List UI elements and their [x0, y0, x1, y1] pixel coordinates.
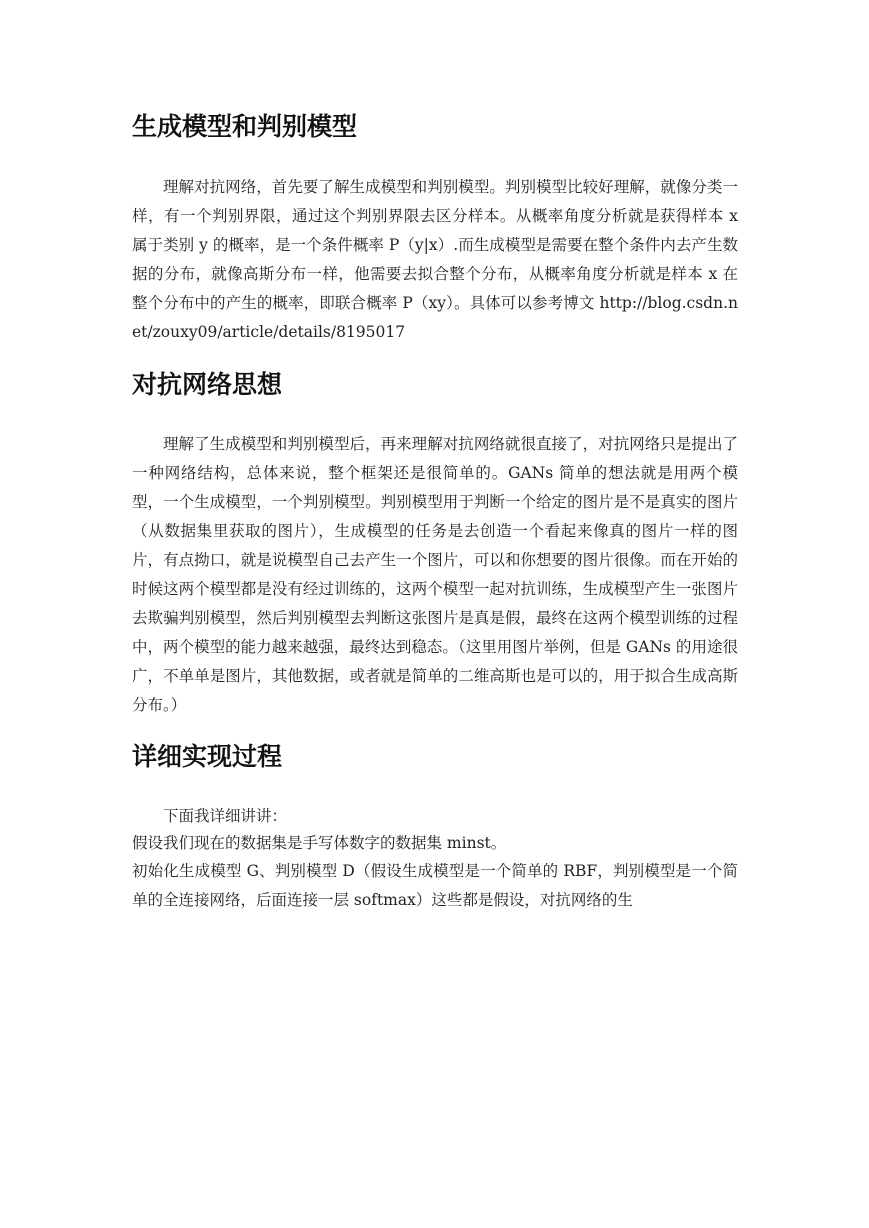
section-heading-generative-discriminative: 生成模型和判别模型 — [132, 112, 358, 141]
section-paragraph-adversarial-idea: 理解了生成模型和判别模型后，再来理解对抗网络就很直接了，对抗网络只是提出了一种网络结构，总体来说，整个框架还是很简单的。GANs 简单的想法就是用两个模型，一个生成模型，一个判别模型。判别模型用于判断一个给定的图片是不是真实的图片（从数据集里获取的图片），生成模型的任务是去创造一个看起来像真的图片一样的图片，有点拗口，就是说模型自己去产生一个图片，可以和你想要的图片很像。而在开始的时候这两个模型都是没有经过训练的，这两个模型一起对抗训练，生成模型产生一张图片去欺骗判别模型，然后判别模型去判断这张图片是真是假，最终在这两个模型训练的过程中，两个模型的能力越来越强，最终达到稳态。（这里用图片举例，但是 GANs 的用途很广，不单单是图片，其他数据，或者就是简单的二维高斯也是可以的，用于拟合生成高斯分布。） — [132, 435, 738, 714]
implementation-intro-line: 下面我详细讲讲： — [163, 807, 288, 825]
implementation-dataset-line: 假设我们现在的数据集是手写体数字的数据集 minst。 — [132, 834, 507, 852]
section-heading-adversarial-idea: 对抗网络思想 — [132, 370, 283, 399]
section-paragraph-generative-discriminative: 理解对抗网络，首先要了解生成模型和判别模型。判别模型比较好理解，就像分类一样，有一个判别界限，通过这个判别界限去区分样本。从概率角度分析就是获得样本 x 属于类别 y 的概率，是一个条件概率 P（y|x）.而生成模型是需要在整个条件内去产生数据的分布，就像高斯分布一样，他需要去拟合整个分布，从概率角度分析就是样本 x 在整个分布中的产生的概率，即联合概率 P（xy）。具体可以参考博文 http://blog.csdn.net/zouxy09/article/details/8195017 — [132, 178, 738, 341]
section-heading-implementation: 详细实现过程 — [132, 742, 283, 771]
section-paragraph-implementation: 初始化生成模型 G、判别模型 D（假设生成模型是一个简单的 RBF，判别模型是一个简单的全连接网络，后面连接一层 softmax）这些都是假设，对抗网络的生 — [132, 862, 738, 909]
